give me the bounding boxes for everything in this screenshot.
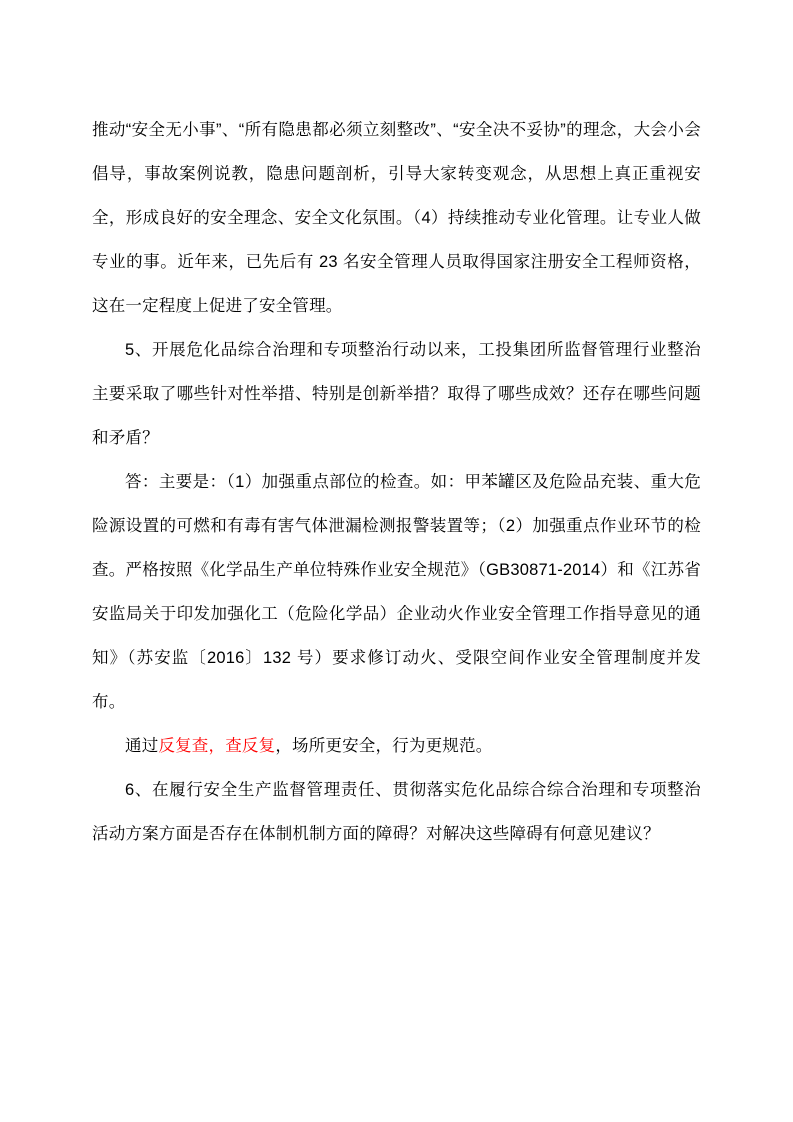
paragraph-1: 推动“安全无小事”、“所有隐患都必须立刻整改”、“安全决不妥协”的理念，大会小会倡导，事故案例说教，隐患问题剖析，引导大家转变观念，从思想上真正重视安全，形成良好的安全理念、安全文化氛围。（4）持续推动专业化管理。让专业人做专业的事。近年来，已先后有 23 名安全管理人员取得国家注册安全工程师资格，这在一定程度上促进了安全管理。 <box>92 121 701 315</box>
note-prefix: 通过 <box>125 737 159 755</box>
paragraph-answer-5: 答：主要是：（1）加强重点部位的检查。如：甲苯罐区及危险品充装、重大危险源设置的可燃和有毒有害气体泄漏检测报警装置等；（2）加强重点作业环节的检查。严格按照《化学品生产单位特殊作业安全规范》（GB30871-2014）和《江苏省安监局关于印发加强化工（危险化学品）企业动火作业安全管理工作指导意见的通知》（苏安监〔2016〕132 号）要求修订动火、受限空间作业安全管理制度并发布。 <box>92 473 701 711</box>
paragraph-question-6: 6、在履行安全生产监督管理责任、贯彻落实危化品综合综合治理和专项整治活动方案方面是否存在体制机制方面的障碍？对解决这些障碍有何意见建议？ <box>92 781 701 843</box>
paragraph-highlighted-note <box>92 724 701 768</box>
paragraph-question-5: 5、开展危化品综合治理和专项整治行动以来，工投集团所监督管理行业整治主要采取了哪些针对性举措、特别是创新举措？取得了哪些成效？还存在哪些问题和矛盾？ <box>92 341 701 447</box>
document-body <box>92 108 701 856</box>
note-suffix: ，场所更安全，行为更规范。 <box>275 737 493 755</box>
note-highlight: 反复查，查反复 <box>158 737 276 755</box>
